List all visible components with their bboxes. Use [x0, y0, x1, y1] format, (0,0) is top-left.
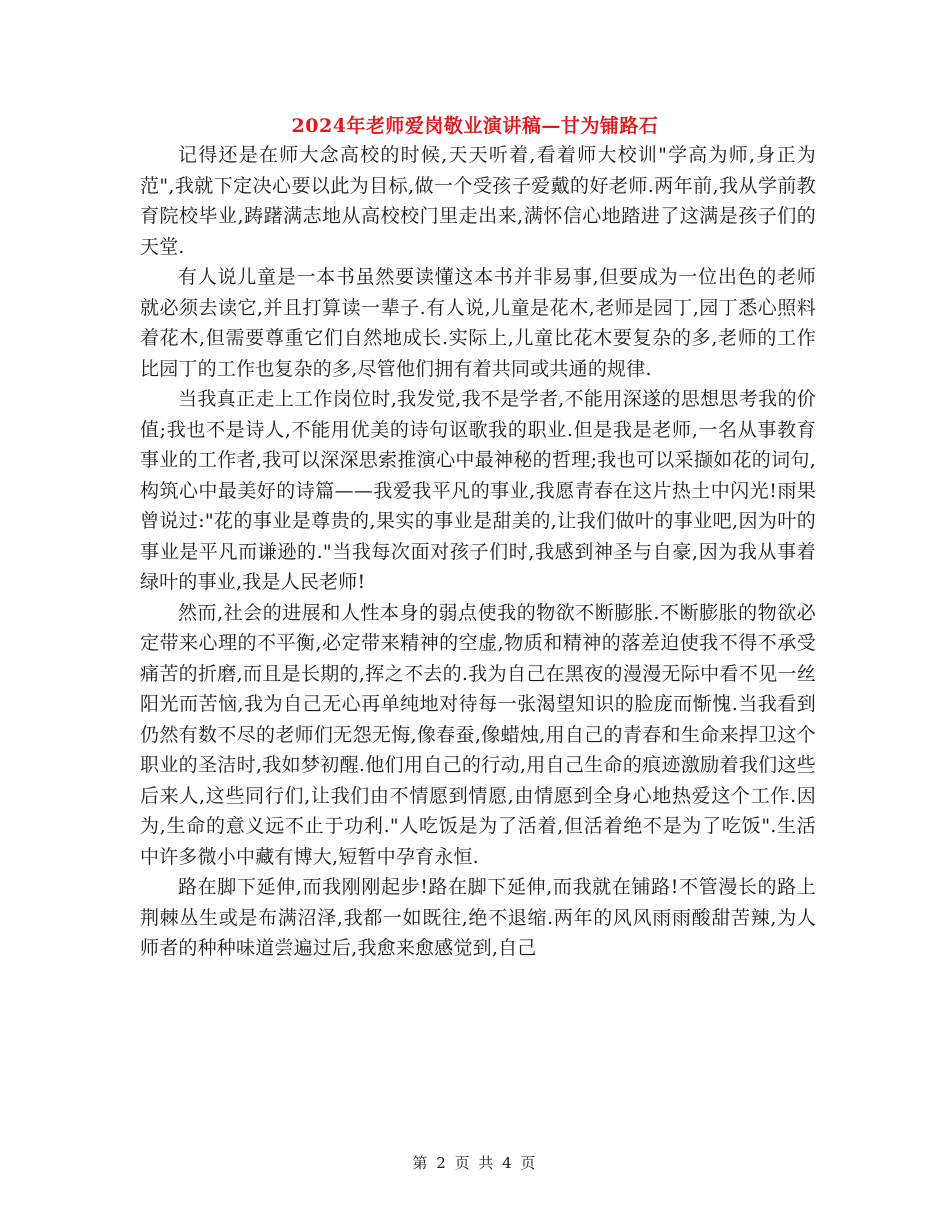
- paragraph: 然而,社会的进展和人性本身的弱点使我的物欲不断膨胀.不断膨胀的物欲必定带来心理的不平衡,必定带来精神的空虚,物质和精神的落差迫使我不得不承受痛苦的折磨,而且是长期的,挥之不去的.我为自己在黑夜的漫漫无际中看不见一丝阳光而苦恼,我为自己无心再单纯地对待每一张渴望知识的脸庞而惭愧.当我看到仍然有数不尽的老师们无怨无悔,像春蚕,像蜡烛,用自己的青春和生命来捍卫这个职业的圣洁时,我如梦初醒.他们用自己的行动,用自己生命的痕迹激励着我们这些后来人,这些同行们,让我们由不情愿到情愿,由情愿到全身心地热爱这个工作.因为,生命的意义远不止于功利."人吃饭是为了活着,但活着绝不是为了吃饭".生活中许多微小中藏有博大,短暂中孕育永恒.: [140, 601, 816, 868]
- page-number-footer: 第 2 页 共 4 页: [412, 1154, 538, 1172]
- paragraph: 有人说儿童是一本书虽然要读懂这本书并非易事,但要成为一位出色的老师就必须去读它,并且打算读一辈子.有人说,儿童是花木,老师是园丁,园丁悉心照料着花木,但需要尊重它们自然地成长.实际上,儿童比花木要复杂的多,老师的工作比园丁的工作也复杂的多,尽管他们拥有着共同或共通的规律.: [140, 266, 816, 380]
- document-body: [140, 140, 816, 964]
- paragraph: 当我真正走上工作岗位时,我发觉,我不是学者,不能用深遂的思想思考我的价值;我也不是诗人,不能用优美的诗句讴歌我的职业.但是我是老师,一名从事教育事业的工作者,我可以深深思索推演心中最神秘的哲理;我也可以采撷如花的词句,构筑心中最美好的诗篇——我爱我平凡的事业,我愿青春在这片热土中闪光!雨果曾说过:"花的事业是尊贵的,果实的事业是甜美的,让我们做叶的事业吧,因为叶的事业是平凡而谦逊的."当我每次面对孩子们时,我感到神圣与自豪,因为我从事着绿叶的事业,我是人民老师!: [140, 388, 816, 593]
- document-title: 2024年老师爱岗敬业演讲稿—甘为铺路石: [291, 115, 659, 137]
- paragraph: 路在脚下延伸,而我刚刚起步!路在脚下延伸,而我就在铺路!不管漫长的路上荆棘丛生或是布满沼泽,我都一如既往,绝不退缩.两年的风风雨雨酸甜苦辣,为人师者的种种味道尝遍过后,我愈来愈感觉到,自己: [140, 876, 816, 959]
- paragraph: 记得还是在师大念高校的时候,天天听着,看着师大校训"学高为师,身正为范",我就下定决心要以此为目标,做一个受孩子爱戴的好老师.两年前,我从学前教育院校毕业,踌躇满志地从高校校门里走出来,满怀信心地踏进了这满是孩子们的天堂.: [140, 144, 816, 258]
